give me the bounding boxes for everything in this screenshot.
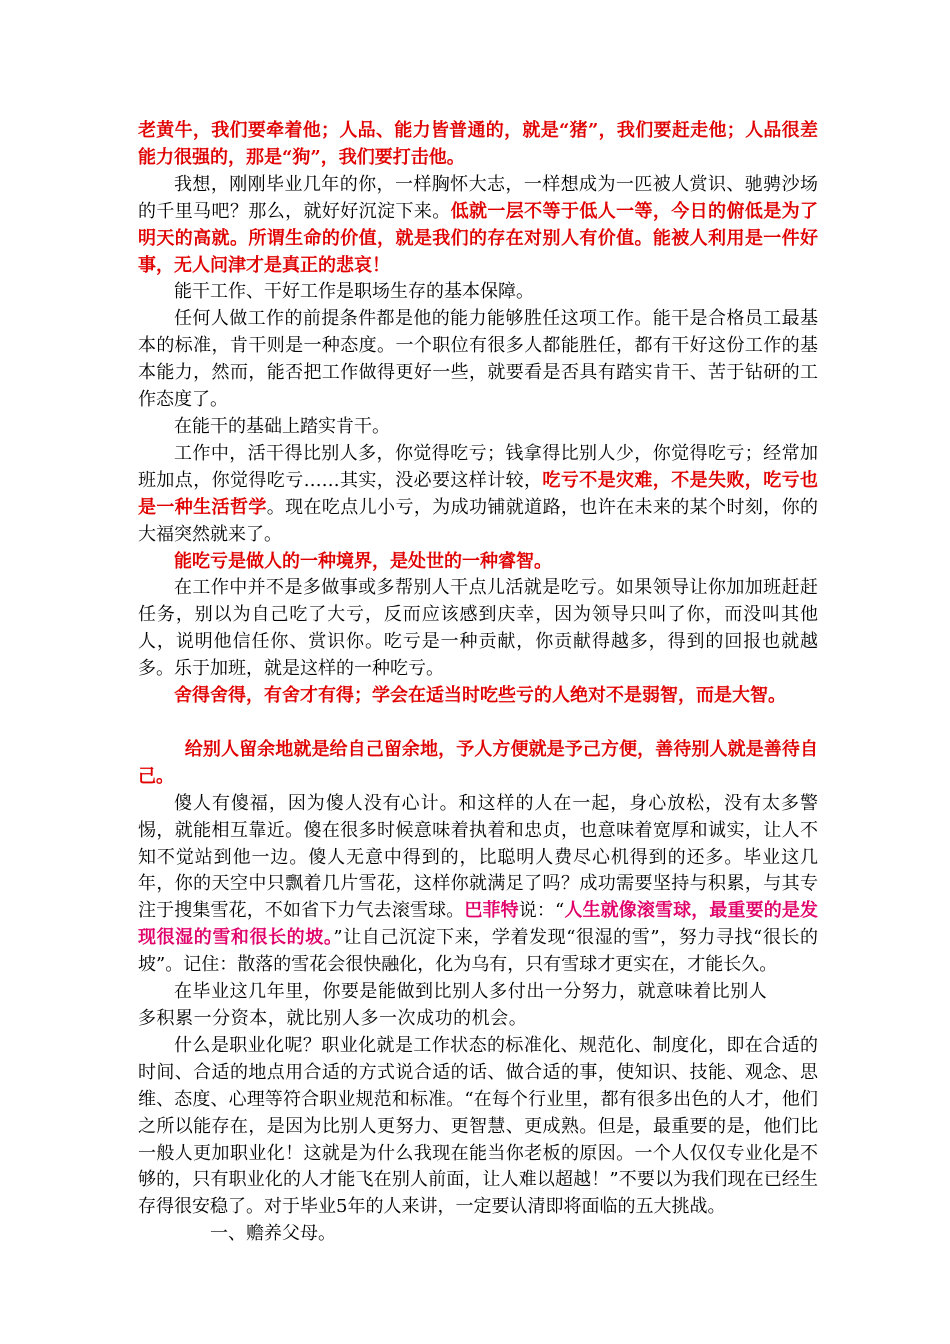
highlight-quote: 人生就像滚雪球，最重要的是发现很湿的雪和很长的坡。 xyxy=(138,900,819,949)
paragraph-professionalism: 什么是职业化呢？职业化就是工作状态的标准化、规范化、制度化，即在合适的时间、合适的地点用合适的方式说合适的话、做合适的事，使知识、技能、观念、思维、态度、心理等符合职业规范和标准。“在每个行业里，都有很多出色的人才，他们之所以能存在，是因为比别人更努力、更智慧、更成熟。但是，最重要的是，他们比一般人更加职业化！这就是为什么我现在能当你老板的原因。一个人仅仅专业化是不够的，只有职业化的人才能飞在别人前面，让人难以超越！”不要以为我们现在已经生存得很安稳了。对于毕业5年的人来讲，一定要认清即将面临的五大挑战。 xyxy=(138,1034,818,1218)
heading-diligent: 在能干的基础上踏实肯干。 xyxy=(174,415,390,437)
highlight-text: 低就一层不等于低人一等，今日的俯低是为了明天的高就。所谓生命的价值，就是我们的存在对别人有价值。能被人利用是一件好事，无人问津才是真正的悲哀！ xyxy=(138,200,818,276)
list-item-support-parents: 一、赡养父母。 xyxy=(210,1223,336,1245)
document-page xyxy=(138,118,818,1248)
highlight-name: 巴菲特 xyxy=(464,900,519,922)
highlight-give-and-take: 舍得舍得，有舍才有得；学会在适当时吃些亏的人绝对不是弱智，而是大智。 xyxy=(174,685,786,707)
paragraph-snowball xyxy=(138,791,818,979)
paragraph-overtime: 在工作中并不是多做事或多帮别人干点儿活就是吃亏。如果领导让你加加班赶赶任务，别以为自己吃了大亏，反而应该感到庆幸，因为领导只叫了你，而没叫其他人，说明他信任你、赏识你。吃亏是一种贡献，你贡献得越多，得到的回报也就越多。乐于加班，就是这样的一种吃亏。 xyxy=(138,577,818,680)
blank-line xyxy=(138,710,818,737)
paragraph-text: 我想，刚刚毕业几年的你，一样胸怀大志，一样想成为一匹被人赏识、驰骋沙场的千里马吧？那么，就好好沉淀下来。 xyxy=(138,173,818,222)
highlight-leave-room: 给别人留余地就是给自己留余地，予人方便就是予己方便，善待别人就是善待自己。 xyxy=(138,738,818,787)
heading-capable-work: 能干工作、干好工作是职场生存的基本保障。 xyxy=(174,281,534,303)
paragraph-text: 说：“ xyxy=(518,900,565,922)
paragraph-text: 傻人有傻福，因为傻人没有心计。和这样的人在一起，身心放松，没有太多警惕，就能相互靠近。傻在很多时候意味着执着和忠贞，也意味着宽厚和诚实，让人不知不觉站到他一边。傻人无意中得到的，比聪明人费尽心机得到的还多。毕业这几年，你的天空中只飘着几片雪花，这样你就满足了吗？成功需要坚持与积累，与其专注于搜集雪花，不如省下力气去滚雪球。 xyxy=(138,792,818,922)
paragraph-text: 工作中，活干得比别人多，你觉得吃亏；钱拿得比别人少，你觉得吃亏；经常加班加点，你觉得吃亏……其实，没必要这样计较， xyxy=(138,442,818,491)
paragraph-text: ”让自己沉淀下来，学着发现“很湿的雪”，努力寻找“很长的坡”。记住：散落的雪花会很快融化，化为乌有，只有雪球才更实在，才能长久。 xyxy=(138,927,818,976)
paragraph-extra-effort-cont: 多积累一分资本，就比别人多一次成功的机会。 xyxy=(138,1008,528,1029)
paragraph-text: 。现在吃点儿小亏，为成功铺就道路，也许在未来的某个时刻，你的大福突然就来了。 xyxy=(138,496,819,545)
highlight-wisdom: 能吃亏是做人的一种境界，是处世的一种睿智。 xyxy=(174,550,552,572)
paragraph-settle-down xyxy=(138,172,818,280)
highlight-text: 吃亏不是灾难，不是失败，吃亏也是一种生活哲学 xyxy=(138,469,819,518)
paragraph-taking-loss xyxy=(138,441,818,549)
paragraph-character-types: 老黄牛，我们要牵着他；人品、能力皆普通的，就是“猪”，我们要赶走他；人品很差能力很强的，那是“狗”，我们要打击他。 xyxy=(138,120,818,168)
paragraph-capability: 任何人做工作的前提条件都是他的能力能够胜任这项工作。能干是合格员工最基本的标准，肯干则是一种态度。一个职位有很多人都能胜任，都有干好这份工作的基本能力，然而，能否把工作做得更好一些，就要看是否具有踏实肯干、苦于钻研的工作态度了。 xyxy=(138,308,818,411)
paragraph-extra-effort: 在毕业这几年里，你要是能做到比别人多付出一分努力，就意味着比别人 xyxy=(174,981,768,1003)
